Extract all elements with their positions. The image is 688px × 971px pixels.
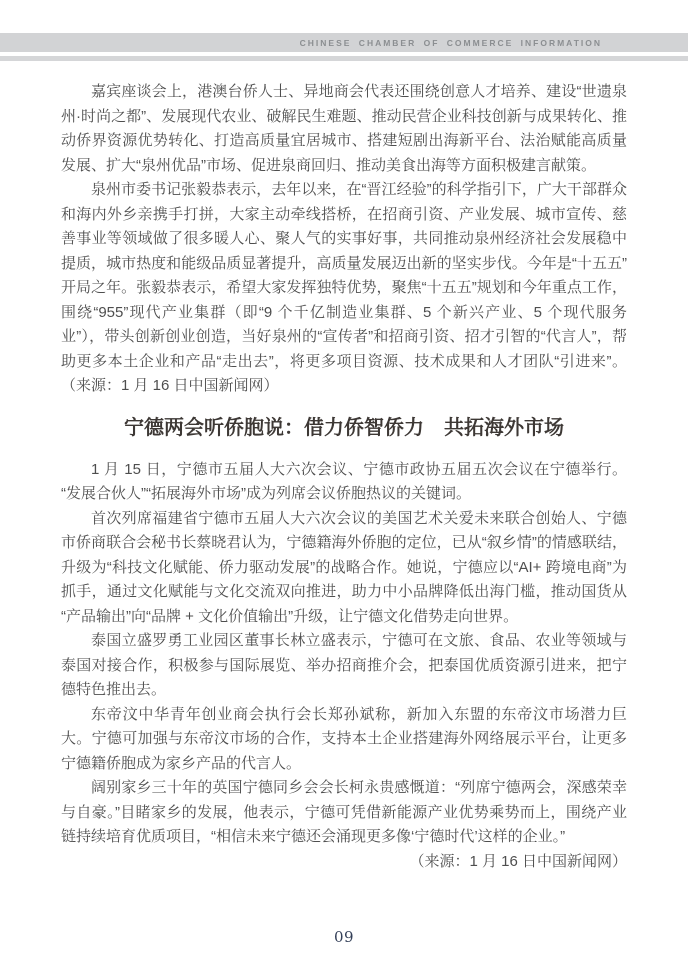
page-number: 09 (333, 928, 355, 946)
article2-title: 宁德两会听侨胞说：借力侨智侨力 共拓海外市场 (124, 416, 564, 439)
article2-paragraph-1: 1 月 15 日，宁德市五届人大六次会议、宁德市政协五届五次会议在宁德举行。“发展合伙人”“拓展海外市场”成为列席会议侨胞热议的关键词。 (61, 460, 627, 502)
article1-paragraph-1: 嘉宾座谈会上，港澳台侨人士、异地商会代表还围绕创意人才培养、建设“世遗泉州·时尚之都”、发展现代农业、破解民生难题、推动民营企业科技创新与成果转化、推动侨界资源优势转化、打造高质量宜居城市、搭建短剧出海新平台、法治赋能高质量发展、扩大“泉州优品”市场、促进泉商回归、推动美食出海等方面积极建言献策。 (61, 83, 627, 174)
article2-paragraph-2: 首次列席福建省宁德市五届人大六次会议的美国艺术关爱未来联合创始人、宁德市侨商联合会秘书长蔡晓君认为，宁德籍海外侨胞的定位，已从“叙乡情”的情感联结，升级为“科技文化赋能、侨力驱动发展”的战略合作。她说，宁德应以“AI+ 跨境电商”为抓手，通过文化赋能与文化交流双向推进，助力中小品牌降低出海门槛，推动国货从“产品输出”向“品牌 + 文化价值输出”升级，让宁德文化借势走向世界。 (61, 509, 627, 625)
header-rule (0, 56, 688, 61)
article2-paragraph-5: 阔别家乡三十年的英国宁德同乡会会长柯永贵感慨道：“列席宁德两会，深感荣幸与自豪。”目睹家乡的发展，他表示，宁德可凭借新能源产业优势乘势而上，围绕产业链持续培育优质项目，“相信未来宁德还会涌现更多像‘宁德时代’这样的企业。” (61, 779, 627, 845)
header-caption: CHINESE CHAMBER OF COMMERCE INFORMATION (299, 37, 602, 48)
article2-source-line: （来源：1 月 16 日中国新闻网） (409, 852, 627, 870)
content (61, 80, 627, 874)
article2-paragraph-3: 泰国立盛罗勇工业园区董事长林立盛表示，宁德可在文旅、食品、农业等领域与泰国对接合作，积极参与国际展览、举办招商推介会，把泰国优质资源引进来，把宁德特色推出去。 (61, 632, 627, 698)
article1-paragraph-2: 泉州市委书记张毅恭表示，去年以来，在“晋江经验”的科学指引下，广大干部群众和海内外乡亲携手打拼，大家主动牵线搭桥，在招商引资、产业发展、城市宣传、慈善事业等领域做了很多暖人心、聚人气的实事好事，共同推动泉州经济社会发展稳中提质，城市热度和能级品质显著提升，高质量发展迈出新的坚实步伐。今年是“十五五”开局之年。张毅恭表示，希望大家发挥独特优势，聚焦“十五五”规划和今年重点工作，围绕“955”现代产业集群（即“9 个千亿制造业集群、5 个新兴产业、5 个现代服务业”），带头创新创业创造，当好泉州的“宣传者”和招商引资、招才引智的“代言人”，帮助更多本土企业和产品“走出去”，将更多项目资源、技术成果和人才团队“引进来”。（来源：1 月 16 日中国新闻网） (61, 181, 627, 394)
article2-paragraph-4: 东帝汶中华青年创业商会执行会长郑孙斌称，新加入东盟的东帝汶市场潜力巨大。宁德可加强与东帝汶市场的合作，支持本土企业搭建海外网络展示平台，让更多宁德籍侨胞成为家乡产品的代言人。 (61, 705, 627, 772)
header-band (0, 33, 688, 52)
